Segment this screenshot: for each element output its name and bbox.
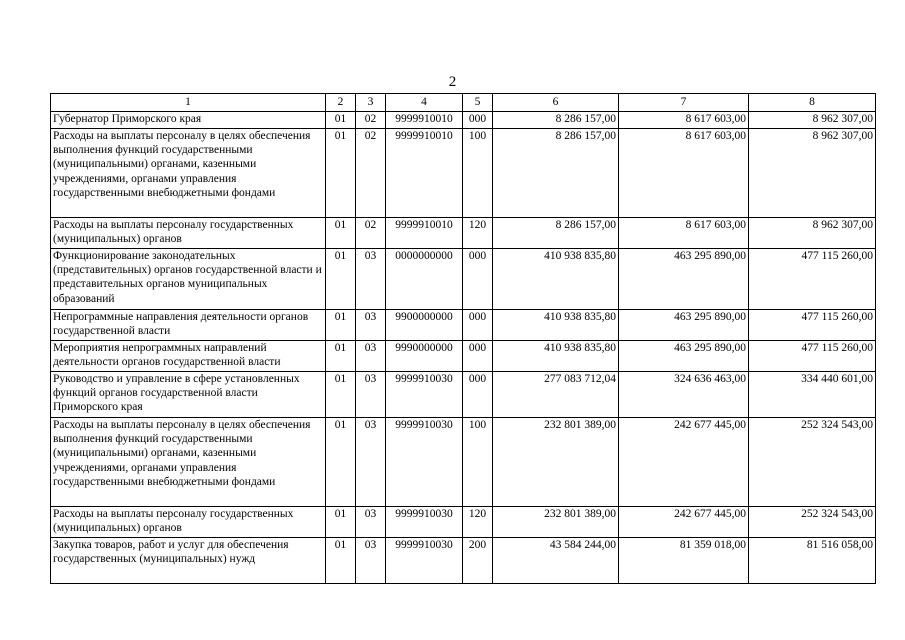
amount-col7: 8 617 603,00 — [619, 129, 749, 218]
amount-col6: 277 083 712,04 — [493, 372, 619, 418]
amount-col7: 242 677 445,00 — [619, 507, 749, 538]
column-header: 6 — [493, 94, 619, 112]
table-row — [51, 418, 876, 507]
table-row — [51, 372, 876, 418]
amount-col6: 232 801 389,00 — [493, 507, 619, 538]
row-name: Губернатор Приморского края — [51, 112, 326, 129]
expense-type-code: 200 — [463, 538, 493, 584]
subsection-code: 03 — [356, 249, 386, 310]
amount-col8: 8 962 307,00 — [749, 129, 876, 218]
amount-col8: 252 324 543,00 — [749, 418, 876, 507]
row-name: Функционирование законодательных (представительных) органов государственной власти и представительных органов муниципальных образований — [51, 249, 326, 310]
row-name: Руководство и управление в сфере установленных функций органов государственной власти Приморского края — [51, 372, 326, 418]
expense-type-code: 000 — [463, 249, 493, 310]
target-code: 9999910010 — [386, 218, 463, 249]
section-code: 01 — [326, 538, 356, 584]
amount-col6: 8 286 157,00 — [493, 218, 619, 249]
section-code: 01 — [326, 249, 356, 310]
table-row — [51, 341, 876, 372]
amount-col6: 43 584 244,00 — [493, 538, 619, 584]
section-code: 01 — [326, 310, 356, 341]
column-header: 4 — [386, 94, 463, 112]
subsection-code: 03 — [356, 507, 386, 538]
table-row — [51, 218, 876, 249]
subsection-code: 03 — [356, 341, 386, 372]
amount-col8: 8 962 307,00 — [749, 218, 876, 249]
amount-col8: 252 324 543,00 — [749, 507, 876, 538]
subsection-code: 03 — [356, 538, 386, 584]
row-name: Мероприятия непрограммных направлений деятельности органов государственной власти — [51, 341, 326, 372]
expense-type-code: 000 — [463, 112, 493, 129]
column-header: 5 — [463, 94, 493, 112]
amount-col7: 242 677 445,00 — [619, 418, 749, 507]
header-row — [51, 94, 876, 112]
table-row — [51, 538, 876, 584]
amount-col6: 8 286 157,00 — [493, 112, 619, 129]
column-header: 7 — [619, 94, 749, 112]
row-name: Непрограммные направления деятельности органов государственной власти — [51, 310, 326, 341]
amount-col6: 410 938 835,80 — [493, 310, 619, 341]
amount-col6: 232 801 389,00 — [493, 418, 619, 507]
amount-col7: 324 636 463,00 — [619, 372, 749, 418]
amount-col7: 463 295 890,00 — [619, 310, 749, 341]
section-code: 01 — [326, 129, 356, 218]
row-name: Расходы на выплаты персоналу государственных (муниципальных) органов — [51, 507, 326, 538]
amount-col6: 410 938 835,80 — [493, 249, 619, 310]
column-header: 2 — [326, 94, 356, 112]
target-code: 9999910010 — [386, 112, 463, 129]
amount-col6: 8 286 157,00 — [493, 129, 619, 218]
section-code: 01 — [326, 341, 356, 372]
subsection-code: 03 — [356, 418, 386, 507]
subsection-code: 02 — [356, 129, 386, 218]
subsection-code: 02 — [356, 112, 386, 129]
amount-col7: 8 617 603,00 — [619, 218, 749, 249]
budget-table — [50, 93, 876, 584]
table-row — [51, 112, 876, 129]
amount-col8: 8 962 307,00 — [749, 112, 876, 129]
target-code: 9990000000 — [386, 341, 463, 372]
row-name: Расходы на выплаты персоналу государственных (муниципальных) органов — [51, 218, 326, 249]
expense-type-code: 000 — [463, 372, 493, 418]
section-code: 01 — [326, 112, 356, 129]
target-code: 9999910030 — [386, 507, 463, 538]
row-name: Расходы на выплаты персоналу в целях обеспечения выполнения функций государственными (муниципальными) органами, казенными учреждениями, органами управления государственными внебюджетными фондами — [51, 129, 326, 218]
amount-col7: 463 295 890,00 — [619, 341, 749, 372]
page-number: 2 — [448, 74, 457, 90]
amount-col7: 463 295 890,00 — [619, 249, 749, 310]
subsection-code: 03 — [356, 372, 386, 418]
section-code: 01 — [326, 218, 356, 249]
column-header: 3 — [356, 94, 386, 112]
table-row — [51, 310, 876, 341]
expense-type-code: 120 — [463, 507, 493, 538]
target-code: 0000000000 — [386, 249, 463, 310]
target-code: 9999910030 — [386, 372, 463, 418]
expense-type-code: 120 — [463, 218, 493, 249]
amount-col8: 334 440 601,00 — [749, 372, 876, 418]
column-header: 1 — [51, 94, 326, 112]
target-code: 9999910030 — [386, 418, 463, 507]
table-row — [51, 129, 876, 218]
amount-col7: 81 359 018,00 — [619, 538, 749, 584]
section-code: 01 — [326, 372, 356, 418]
subsection-code: 03 — [356, 310, 386, 341]
target-code: 9900000000 — [386, 310, 463, 341]
table-row — [51, 249, 876, 310]
table-row — [51, 507, 876, 538]
amount-col8: 477 115 260,00 — [749, 249, 876, 310]
expense-type-code: 100 — [463, 129, 493, 218]
section-code: 01 — [326, 418, 356, 507]
expense-type-code: 000 — [463, 341, 493, 372]
expense-type-code: 000 — [463, 310, 493, 341]
row-name: Расходы на выплаты персоналу в целях обеспечения выполнения функций государственными (муниципальными) органами, казенными учреждениями, органами управления государственными внебюджетными фондами — [51, 418, 326, 507]
amount-col8: 477 115 260,00 — [749, 341, 876, 372]
target-code: 9999910030 — [386, 538, 463, 584]
expense-type-code: 100 — [463, 418, 493, 507]
amount-col8: 81 516 058,00 — [749, 538, 876, 584]
section-code: 01 — [326, 507, 356, 538]
subsection-code: 02 — [356, 218, 386, 249]
amount-col6: 410 938 835,80 — [493, 341, 619, 372]
amount-col7: 8 617 603,00 — [619, 112, 749, 129]
column-header: 8 — [749, 94, 876, 112]
amount-col8: 477 115 260,00 — [749, 310, 876, 341]
row-name: Закупка товаров, работ и услуг для обеспечения государственных (муниципальных) нужд — [51, 538, 326, 584]
target-code: 9999910010 — [386, 129, 463, 218]
